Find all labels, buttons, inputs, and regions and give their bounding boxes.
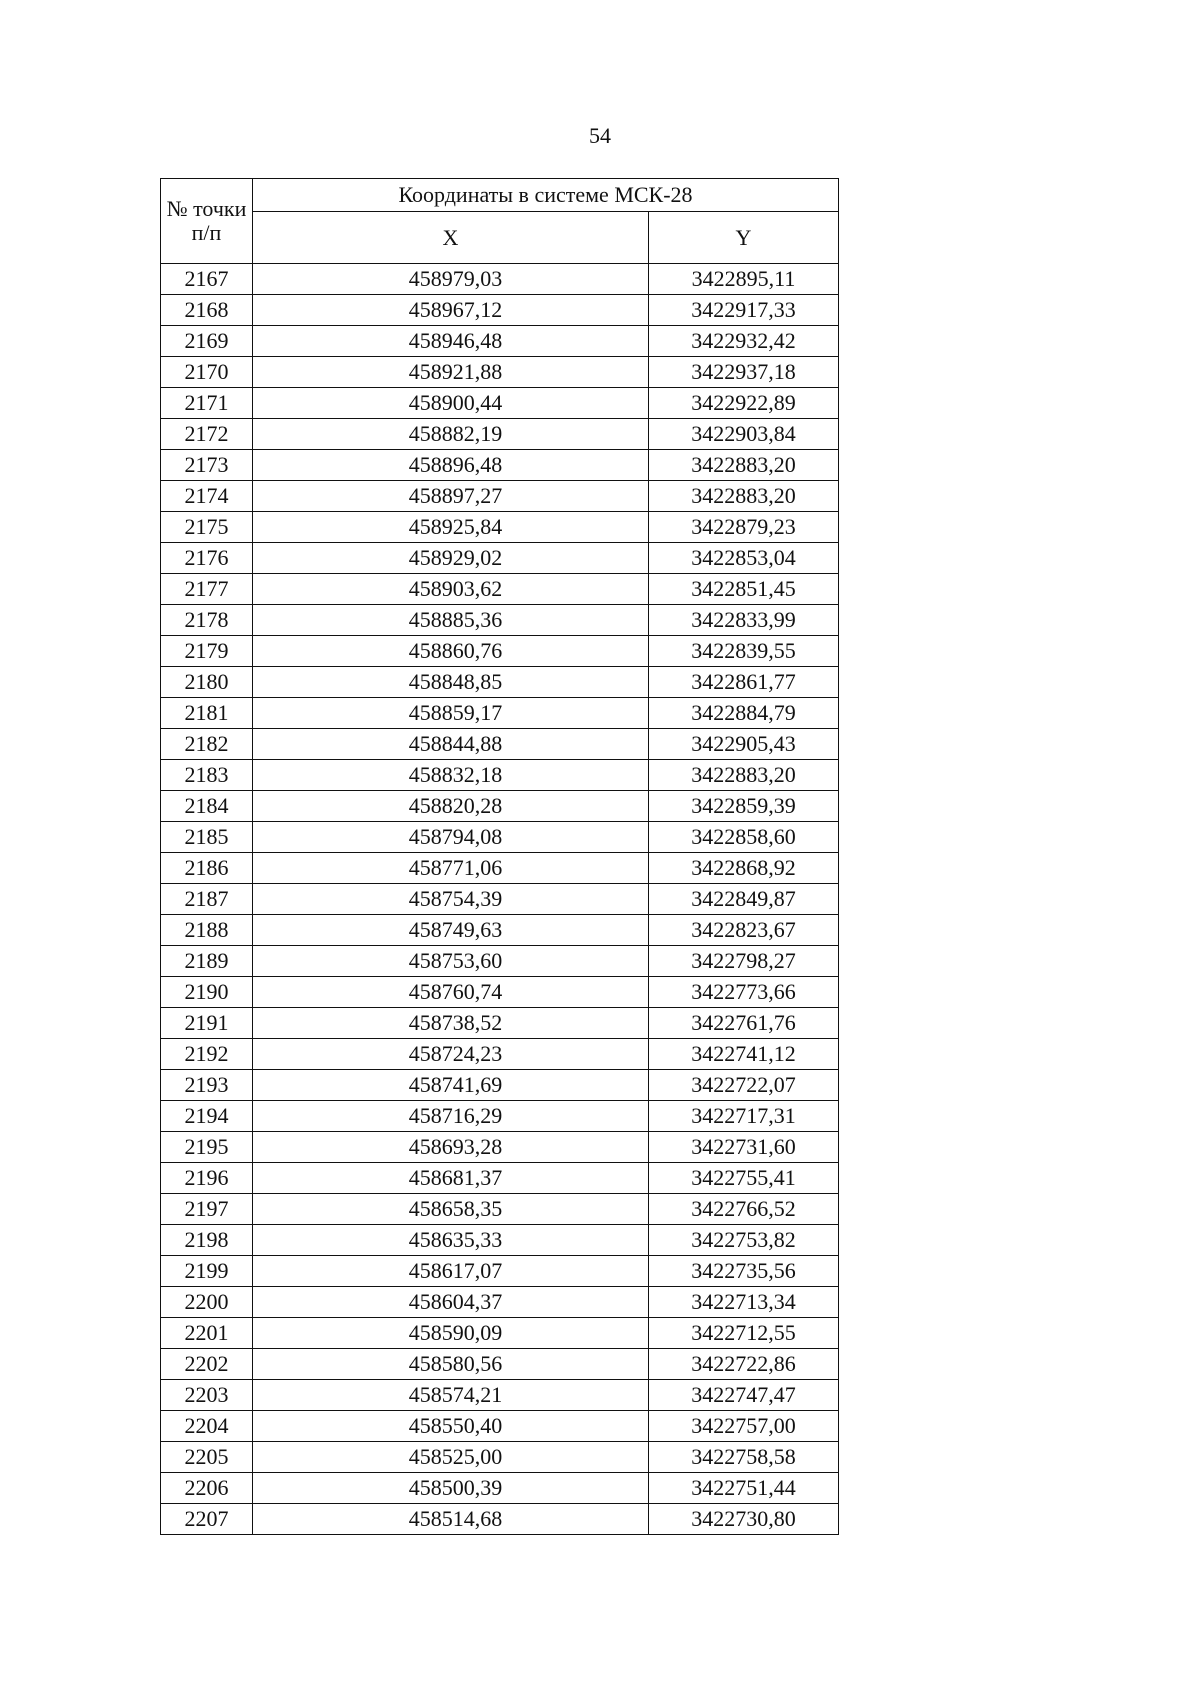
cell-x: 458979,03 bbox=[253, 264, 649, 295]
cell-point-number: 2176 bbox=[161, 543, 253, 574]
cell-point-number: 2182 bbox=[161, 729, 253, 760]
table-row bbox=[161, 326, 839, 357]
cell-y: 3422903,84 bbox=[649, 419, 839, 450]
table-row bbox=[161, 1349, 839, 1380]
cell-point-number: 2190 bbox=[161, 977, 253, 1008]
cell-point-number: 2197 bbox=[161, 1194, 253, 1225]
cell-point-number: 2186 bbox=[161, 853, 253, 884]
table-row bbox=[161, 1225, 839, 1256]
cell-x: 458753,60 bbox=[253, 946, 649, 977]
cell-y: 3422712,55 bbox=[649, 1318, 839, 1349]
cell-y: 3422747,47 bbox=[649, 1380, 839, 1411]
table-row bbox=[161, 1473, 839, 1504]
cell-y: 3422722,07 bbox=[649, 1070, 839, 1101]
cell-x: 458967,12 bbox=[253, 295, 649, 326]
cell-x: 458903,62 bbox=[253, 574, 649, 605]
cell-y: 3422851,45 bbox=[649, 574, 839, 605]
header-point-number: № точки п/п bbox=[161, 179, 253, 264]
cell-y: 3422922,89 bbox=[649, 388, 839, 419]
cell-y: 3422905,43 bbox=[649, 729, 839, 760]
cell-point-number: 2193 bbox=[161, 1070, 253, 1101]
cell-x: 458896,48 bbox=[253, 450, 649, 481]
cell-point-number: 2169 bbox=[161, 326, 253, 357]
cell-point-number: 2201 bbox=[161, 1318, 253, 1349]
cell-x: 458820,28 bbox=[253, 791, 649, 822]
table-row bbox=[161, 1411, 839, 1442]
cell-y: 3422839,55 bbox=[649, 636, 839, 667]
cell-y: 3422833,99 bbox=[649, 605, 839, 636]
cell-x: 458925,84 bbox=[253, 512, 649, 543]
table-row bbox=[161, 481, 839, 512]
cell-y: 3422751,44 bbox=[649, 1473, 839, 1504]
cell-x: 458500,39 bbox=[253, 1473, 649, 1504]
table-row bbox=[161, 1380, 839, 1411]
cell-x: 458550,40 bbox=[253, 1411, 649, 1442]
page-number: 54 bbox=[589, 123, 611, 148]
cell-y: 3422883,20 bbox=[649, 481, 839, 512]
cell-y: 3422937,18 bbox=[649, 357, 839, 388]
cell-point-number: 2181 bbox=[161, 698, 253, 729]
table-row bbox=[161, 419, 839, 450]
cell-x: 458590,09 bbox=[253, 1318, 649, 1349]
table-row bbox=[161, 1132, 839, 1163]
cell-point-number: 2178 bbox=[161, 605, 253, 636]
coordinates-table bbox=[160, 178, 839, 1535]
cell-point-number: 2189 bbox=[161, 946, 253, 977]
table-row bbox=[161, 357, 839, 388]
cell-point-number: 2175 bbox=[161, 512, 253, 543]
cell-point-number: 2195 bbox=[161, 1132, 253, 1163]
cell-y: 3422917,33 bbox=[649, 295, 839, 326]
table-row bbox=[161, 667, 839, 698]
cell-y: 3422823,67 bbox=[649, 915, 839, 946]
table-body bbox=[161, 264, 839, 1535]
cell-point-number: 2170 bbox=[161, 357, 253, 388]
header-x: X bbox=[253, 212, 649, 264]
table-header bbox=[161, 179, 839, 264]
table-row bbox=[161, 605, 839, 636]
cell-x: 458525,00 bbox=[253, 1442, 649, 1473]
cell-y: 3422717,31 bbox=[649, 1101, 839, 1132]
cell-y: 3422879,23 bbox=[649, 512, 839, 543]
table-row bbox=[161, 760, 839, 791]
cell-point-number: 2185 bbox=[161, 822, 253, 853]
cell-y: 3422722,86 bbox=[649, 1349, 839, 1380]
cell-y: 3422773,66 bbox=[649, 977, 839, 1008]
table-row bbox=[161, 915, 839, 946]
cell-y: 3422761,76 bbox=[649, 1008, 839, 1039]
cell-x: 458848,85 bbox=[253, 667, 649, 698]
table-row bbox=[161, 574, 839, 605]
cell-point-number: 2192 bbox=[161, 1039, 253, 1070]
cell-y: 3422731,60 bbox=[649, 1132, 839, 1163]
table-row bbox=[161, 1070, 839, 1101]
cell-y: 3422753,82 bbox=[649, 1225, 839, 1256]
cell-point-number: 2168 bbox=[161, 295, 253, 326]
cell-y: 3422741,12 bbox=[649, 1039, 839, 1070]
cell-y: 3422868,92 bbox=[649, 853, 839, 884]
cell-point-number: 2173 bbox=[161, 450, 253, 481]
cell-x: 458741,69 bbox=[253, 1070, 649, 1101]
table-row bbox=[161, 884, 839, 915]
table-row bbox=[161, 295, 839, 326]
cell-x: 458754,39 bbox=[253, 884, 649, 915]
cell-y: 3422849,87 bbox=[649, 884, 839, 915]
table-row bbox=[161, 946, 839, 977]
table-row bbox=[161, 1287, 839, 1318]
cell-x: 458760,74 bbox=[253, 977, 649, 1008]
cell-x: 458859,17 bbox=[253, 698, 649, 729]
cell-x: 458617,07 bbox=[253, 1256, 649, 1287]
cell-x: 458897,27 bbox=[253, 481, 649, 512]
cell-point-number: 2184 bbox=[161, 791, 253, 822]
cell-x: 458716,29 bbox=[253, 1101, 649, 1132]
cell-y: 3422730,80 bbox=[649, 1504, 839, 1535]
cell-y: 3422895,11 bbox=[649, 264, 839, 295]
cell-x: 458882,19 bbox=[253, 419, 649, 450]
cell-x: 458844,88 bbox=[253, 729, 649, 760]
cell-x: 458749,63 bbox=[253, 915, 649, 946]
cell-point-number: 2199 bbox=[161, 1256, 253, 1287]
table-row bbox=[161, 264, 839, 295]
cell-x: 458604,37 bbox=[253, 1287, 649, 1318]
cell-point-number: 2203 bbox=[161, 1380, 253, 1411]
cell-point-number: 2200 bbox=[161, 1287, 253, 1318]
table-row bbox=[161, 853, 839, 884]
table-row bbox=[161, 388, 839, 419]
table-row bbox=[161, 698, 839, 729]
cell-x: 458724,23 bbox=[253, 1039, 649, 1070]
table-row bbox=[161, 1163, 839, 1194]
table-row bbox=[161, 822, 839, 853]
cell-y: 3422861,77 bbox=[649, 667, 839, 698]
cell-x: 458580,56 bbox=[253, 1349, 649, 1380]
cell-y: 3422883,20 bbox=[649, 450, 839, 481]
table-row bbox=[161, 1194, 839, 1225]
cell-point-number: 2174 bbox=[161, 481, 253, 512]
cell-x: 458946,48 bbox=[253, 326, 649, 357]
cell-x: 458681,37 bbox=[253, 1163, 649, 1194]
cell-y: 3422884,79 bbox=[649, 698, 839, 729]
cell-y: 3422755,41 bbox=[649, 1163, 839, 1194]
cell-point-number: 2172 bbox=[161, 419, 253, 450]
cell-point-number: 2206 bbox=[161, 1473, 253, 1504]
header-coordinate-system: Координаты в системе МСК-28 bbox=[253, 179, 839, 212]
cell-x: 458885,36 bbox=[253, 605, 649, 636]
table-row bbox=[161, 1039, 839, 1070]
cell-y: 3422766,52 bbox=[649, 1194, 839, 1225]
cell-point-number: 2198 bbox=[161, 1225, 253, 1256]
cell-y: 3422932,42 bbox=[649, 326, 839, 357]
cell-y: 3422758,58 bbox=[649, 1442, 839, 1473]
cell-y: 3422883,20 bbox=[649, 760, 839, 791]
table-row bbox=[161, 1101, 839, 1132]
cell-point-number: 2187 bbox=[161, 884, 253, 915]
cell-x: 458921,88 bbox=[253, 357, 649, 388]
cell-y: 3422757,00 bbox=[649, 1411, 839, 1442]
cell-point-number: 2177 bbox=[161, 574, 253, 605]
cell-point-number: 2204 bbox=[161, 1411, 253, 1442]
table-row bbox=[161, 791, 839, 822]
table-row bbox=[161, 543, 839, 574]
cell-point-number: 2188 bbox=[161, 915, 253, 946]
table-row bbox=[161, 1256, 839, 1287]
cell-y: 3422853,04 bbox=[649, 543, 839, 574]
table-row bbox=[161, 977, 839, 1008]
table-row bbox=[161, 450, 839, 481]
cell-x: 458635,33 bbox=[253, 1225, 649, 1256]
cell-x: 458658,35 bbox=[253, 1194, 649, 1225]
table-row bbox=[161, 636, 839, 667]
cell-point-number: 2180 bbox=[161, 667, 253, 698]
table-row bbox=[161, 512, 839, 543]
header-y: Y bbox=[649, 212, 839, 264]
cell-point-number: 2205 bbox=[161, 1442, 253, 1473]
cell-point-number: 2191 bbox=[161, 1008, 253, 1039]
cell-y: 3422858,60 bbox=[649, 822, 839, 853]
cell-x: 458693,28 bbox=[253, 1132, 649, 1163]
cell-x: 458860,76 bbox=[253, 636, 649, 667]
cell-x: 458794,08 bbox=[253, 822, 649, 853]
table-row bbox=[161, 729, 839, 760]
cell-point-number: 2194 bbox=[161, 1101, 253, 1132]
cell-point-number: 2167 bbox=[161, 264, 253, 295]
cell-y: 3422859,39 bbox=[649, 791, 839, 822]
cell-x: 458574,21 bbox=[253, 1380, 649, 1411]
cell-x: 458771,06 bbox=[253, 853, 649, 884]
cell-y: 3422713,34 bbox=[649, 1287, 839, 1318]
cell-x: 458900,44 bbox=[253, 388, 649, 419]
table-row bbox=[161, 1504, 839, 1535]
cell-point-number: 2179 bbox=[161, 636, 253, 667]
cell-point-number: 2202 bbox=[161, 1349, 253, 1380]
cell-point-number: 2183 bbox=[161, 760, 253, 791]
cell-point-number: 2207 bbox=[161, 1504, 253, 1535]
table-row bbox=[161, 1008, 839, 1039]
cell-point-number: 2171 bbox=[161, 388, 253, 419]
cell-y: 3422798,27 bbox=[649, 946, 839, 977]
table-row bbox=[161, 1442, 839, 1473]
cell-x: 458832,18 bbox=[253, 760, 649, 791]
cell-x: 458514,68 bbox=[253, 1504, 649, 1535]
cell-y: 3422735,56 bbox=[649, 1256, 839, 1287]
cell-point-number: 2196 bbox=[161, 1163, 253, 1194]
cell-x: 458929,02 bbox=[253, 543, 649, 574]
cell-x: 458738,52 bbox=[253, 1008, 649, 1039]
table-row bbox=[161, 1318, 839, 1349]
